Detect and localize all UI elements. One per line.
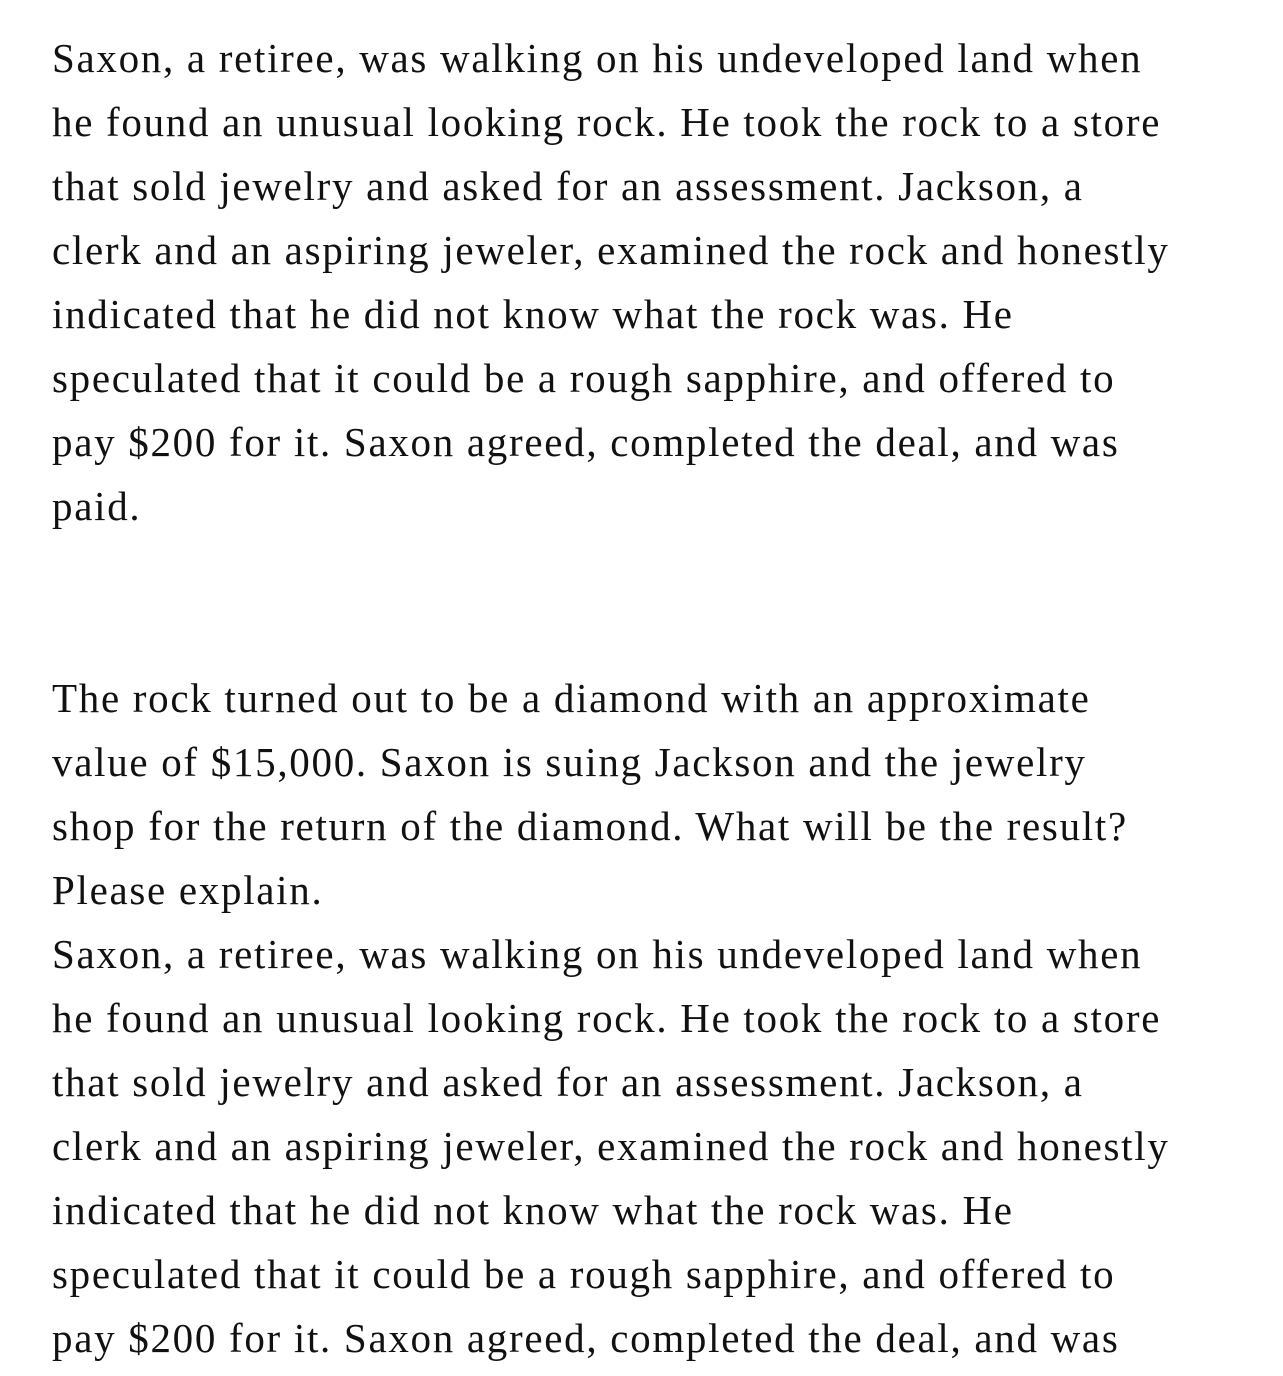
- text-line: value of $15,000. Saxon is suing Jackson and the jewelry: [52, 739, 1087, 785]
- text-line: speculated that it could be a rough sapphire, and offered to: [52, 1251, 1116, 1297]
- paragraph-spacer: [52, 538, 1283, 666]
- paragraph-facts: [52, 26, 1283, 538]
- text-line: The rock turned out to be a diamond with an approximate: [52, 675, 1091, 721]
- text-line: he found an unusual looking rock. He took the rock to a store: [52, 99, 1162, 145]
- paragraph-question: [52, 666, 1283, 922]
- text-line: shop for the return of the diamond. What will be the result?: [52, 803, 1128, 849]
- text-line: Saxon, a retiree, was walking on his undeveloped land when: [52, 931, 1143, 977]
- text-line: that sold jewelry and asked for an assessment. Jackson, a: [52, 163, 1084, 209]
- text-line: pay $200 for it. Saxon agreed, completed the deal, and was: [52, 419, 1120, 465]
- text-line: clerk and an aspiring jeweler, examined the rock and honestly: [52, 227, 1170, 273]
- text-line: speculated that it could be a rough sapphire, and offered to: [52, 355, 1116, 401]
- text-line: clerk and an aspiring jeweler, examined the rock and honestly: [52, 1123, 1170, 1169]
- text-line: that sold jewelry and asked for an assessment. Jackson, a: [52, 1059, 1084, 1105]
- text-line: pay $200 for it. Saxon agreed, completed the deal, and was: [52, 1315, 1120, 1361]
- text-line: paid.: [52, 483, 142, 529]
- text-line: indicated that he did not know what the rock was. He: [52, 291, 1014, 337]
- text-line: Saxon, a retiree, was walking on his undeveloped land when: [52, 35, 1143, 81]
- document-body: [52, 26, 1283, 1370]
- paragraph-facts-repeat: [52, 922, 1283, 1370]
- text-line: he found an unusual looking rock. He took the rock to a store: [52, 995, 1162, 1041]
- text-line: Please explain.: [52, 867, 324, 913]
- text-line: indicated that he did not know what the rock was. He: [52, 1187, 1014, 1233]
